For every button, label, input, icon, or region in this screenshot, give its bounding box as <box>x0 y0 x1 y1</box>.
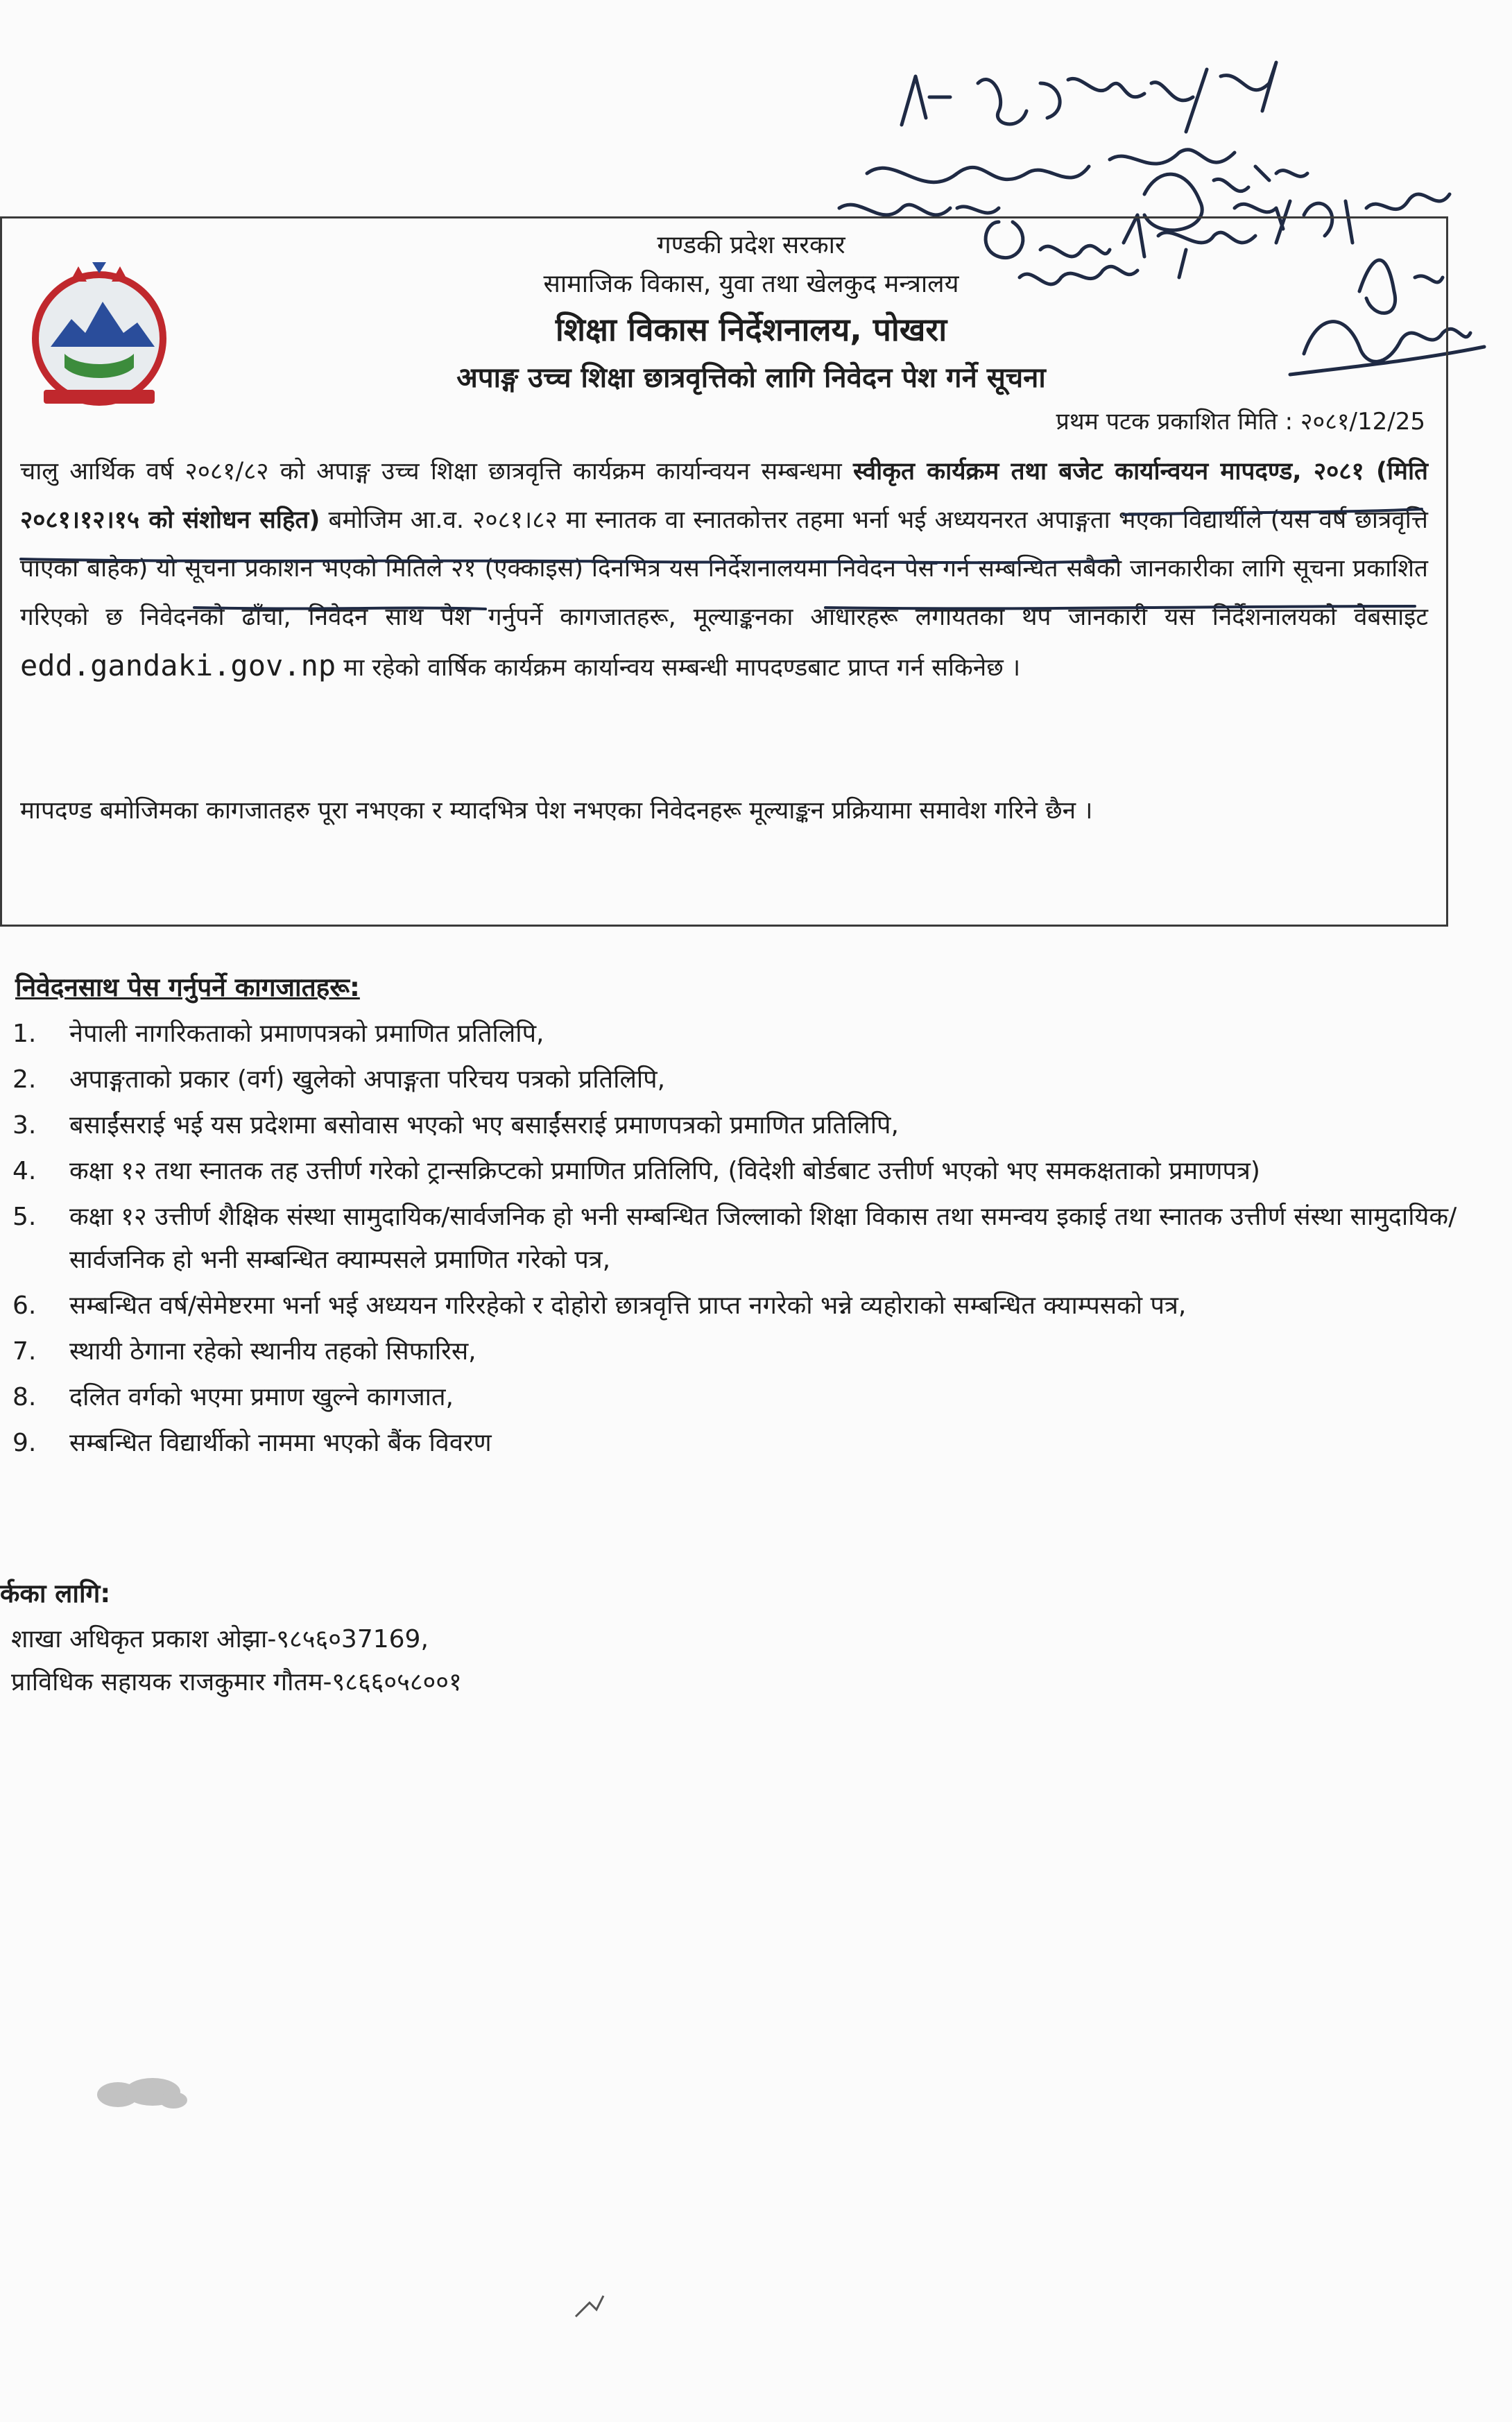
list-item <box>0 1330 1491 1373</box>
list-number: 3. <box>12 1111 37 1140</box>
website-link[interactable]: edd.gandaki.gov.np <box>20 649 336 682</box>
documents-list <box>0 1013 1491 1468</box>
list-text: कक्षा १२ तथा स्नातक तह उत्तीर्ण गरेको ट्रान्सक्रिप्टको प्रमाणित प्रतिलिपि, (विदेशी बोर्डबाट उत्तीर्ण भएको भए समकक्षताको प्रमाणपत्र) <box>69 1157 1260 1185</box>
notice-title: अपाङ्ग उच्च शिक्षा छात्रवृत्तिको लागि निवेदन पेश गर्ने सूचना <box>456 362 1046 394</box>
list-item <box>0 1285 1491 1328</box>
body-part-3: मा रहेको वार्षिक कार्यक्रम कार्यान्वय सम्बन्धी मापदण्डबाट प्राप्त गर्न सकिनेछ । <box>336 654 1021 682</box>
list-item <box>0 1196 1491 1282</box>
pen-mark <box>569 2289 610 2330</box>
list-text: नेपाली नागरिकताको प्रमाणपत्रको प्रमाणित प्रतिलिपि, <box>69 1020 544 1048</box>
contact-assistant: प्राविधिक सहायक राजकुमार गौतम-९८६६०५८००१ <box>11 1668 462 1697</box>
documents-title: निवेदनसाथ पेस गर्नुपर्ने कागजातहरू: <box>15 972 360 1002</box>
list-text: दलित वर्गको भएमा प्रमाण खुल्ने कागजात, <box>69 1383 454 1411</box>
list-text: सम्बन्धित वर्ष/सेमेष्टरमा भर्ना भई अध्ययन गरिरहेको र दोहोरो छात्रवृत्ति प्राप्त नगरेको भन्ने व्यहोराको सम्बन्धित क्याम्पसको पत्र, <box>69 1291 1187 1320</box>
list-item <box>0 1058 1491 1101</box>
body-part-2: बमोजिम आ.व. २०८१।८२ मा स्नातक वा स्नातकोत्तर तहमा भर्ना भई अध्ययनरत अपाङ्गता भएका विद्यार्थीले (यस वर्ष छात्रवृत्ति पाएका बाहेक) यो सूचना प्रकाशन भएको मितिले २१ (एक्काइस) दिनभित्र यस निर्देशनालयमा निवेदन पेस गर्न सम्बन्धित सबैको जानकारीका लागि सूचना प्रकाशित गरिएको छ निवेदनको ढाँचा, निवेदन साथ पेश गर्नुपर्ने कागजातहरू, मूल्याङ्कनका आधारहरू लगायतका थप जानकारी यस निर्देशनालयको वेबसाइट <box>20 506 1428 631</box>
directorate-name: शिक्षा विकास निर्देशनालय, पोखरा <box>555 311 947 348</box>
list-text: स्थायी ठेगाना रहेको स्थानीय तहको सिफारिस, <box>69 1337 476 1366</box>
nepal-emblem-icon <box>23 257 175 409</box>
list-number: 2. <box>12 1065 37 1094</box>
list-item <box>0 1013 1491 1056</box>
body-part-1: चालु आर्थिक वर्ष २०८१/८२ को अपाङ्ग उच्च शिक्षा छात्रवृत्ति कार्यक्रम कार्यान्वयन सम्बन्धमा <box>20 458 853 486</box>
list-item <box>0 1422 1491 1465</box>
ministry-name: सामाजिक विकास, युवा तथा खेलकुद मन्त्रालय <box>543 270 959 298</box>
notice-box <box>0 216 1448 927</box>
publish-date: प्रथम पटक प्रकाशित मिति : २०८१/12/25 <box>1056 408 1425 436</box>
list-text: बसाईंसराई भई यस प्रदेशमा बसोवास भएको भए बसाईंसराई प्रमाणपत्रको प्रमाणित प्रतिलिपि, <box>69 1111 899 1140</box>
list-text: अपाङ्गताको प्रकार (वर्ग) खुलेको अपाङ्गता परिचय पत्रको प्रतिलिपि, <box>69 1065 666 1094</box>
list-item <box>0 1376 1491 1419</box>
list-number: 1. <box>12 1020 37 1048</box>
contact-officer: शाखा अधिकृत प्रकाश ओझा-९८५६०37169, <box>11 1625 429 1654</box>
list-text: सम्बन्धित विद्यार्थीको नाममा भएको बैंक विवरण <box>69 1429 492 1457</box>
list-item <box>0 1104 1491 1147</box>
notice-body <box>20 447 1428 692</box>
body-bold-criteria: स्वीकृत कार्यक्रम तथा बजेट कार्यान्वयन मापदण्ड, २०८१ (मिति २०८१।१२।१५ को संशोधन सहित) <box>20 458 1428 534</box>
notice-note: मापदण्ड बमोजिमका कागजातहरु पूरा नभएका र म्यादभित्र पेश नभएका निवेदनहरू मूल्याङ्कन प्रक्रियामा समावेश गरिने छैन । <box>20 797 1093 825</box>
list-number: 7. <box>12 1337 37 1366</box>
list-number: 4. <box>12 1157 37 1185</box>
ink-smudge <box>90 2067 194 2122</box>
list-number: 6. <box>12 1291 37 1320</box>
list-item <box>0 1150 1491 1193</box>
list-number: 9. <box>12 1429 37 1457</box>
list-number: 8. <box>12 1383 37 1411</box>
list-text: कक्षा १२ उत्तीर्ण शैक्षिक संस्था सामुदायिक/सार्वजनिक हो भनी सम्बन्धित जिल्लाको शिक्षा विकास तथा समन्वय इकाई तथा स्नातक उत्तीर्ण संस्था सामुदायिक/सार्वजनिक हो भनी सम्बन्धित क्याम्पसले प्रमाणित गरेको पत्र, <box>69 1203 1457 1274</box>
government-name: गण्डकी प्रदेश सरकार <box>657 231 845 259</box>
contact-title: र्कका लागि: <box>0 1579 111 1608</box>
list-number: 5. <box>12 1203 37 1231</box>
